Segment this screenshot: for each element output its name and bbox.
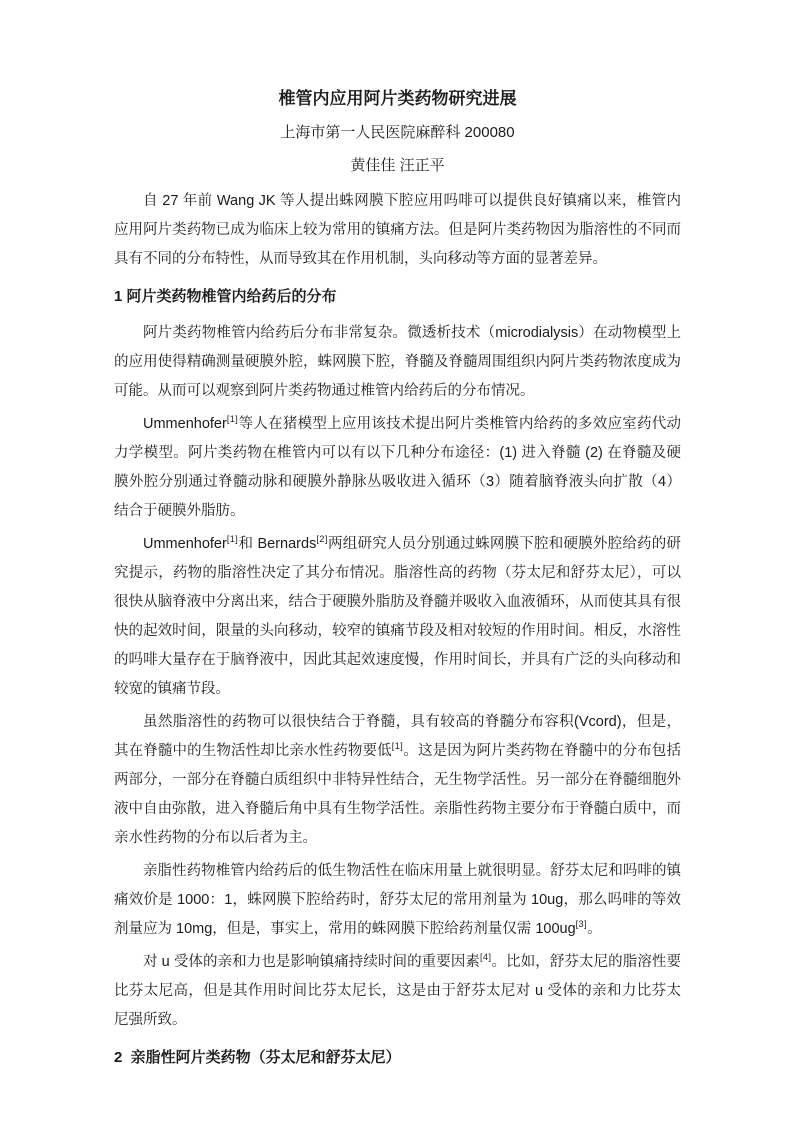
section-heading: 1 阿片类药物椎管内给药后的分布 <box>114 288 337 305</box>
section-heading: 2 亲脂性阿片类药物（芬太尼和舒芬太尼） <box>114 1049 401 1066</box>
citation-superscript: [3] <box>575 919 588 930</box>
text-run: 等人在猪模型上应用该技术提出阿片类椎管内给药的多效应室药代动力学模型。阿片类药物在椎管内可以有以下几种分布途径：(1) 进入脊髓 (2) 在脊髓及硬膜外腔分别通过脊髓动脉和硬膜外静脉丛吸收进入循环（3）随着脑脊液头向扩散（4）结合于硬膜外脂肪。 <box>114 416 681 519</box>
text-run: 两组研究人员分别通过蛛网膜下腔和硬膜外腔给药的研究提示，药物的脂溶性决定了其分布情况。脂溶性高的药物（芬太尼和舒芬太尼），可以很快从脑脊液中分离出来，结合于硬膜外脂肪及脊髓并吸收入血液循环，从而使其具有很快的起效时间，限量的头向移动，较窄的镇痛节段及相对较短的作用时间。相反，水溶性的吗啡大量存在于脑脊液中，因此其起效速度慢，作用时间长，并具有广泛的头向移动和较宽的镇痛节段。 <box>114 536 681 697</box>
citation-superscript: [1] <box>391 741 404 752</box>
text-run: 自 27 年前 Wang JK 等人提出蛛网膜下腔应用吗啡可以提供良好镇痛以来，椎管内应用阿片类药物已成为临床上较为常用的镇痛方法。但是阿片类药物因为脂溶性的不同而具有不同的分布特性，从而导致其在作用机制，头向移动等方面的显著差异。 <box>114 193 681 267</box>
paragraph <box>114 187 681 274</box>
text-run: 对 u 受体的亲和力也是影响镇痛持续时间的重要因素 <box>143 954 480 970</box>
text-run: 。 <box>587 921 602 937</box>
paragraph <box>114 948 681 1035</box>
document-title: 椎管内应用阿片类药物研究进展 <box>278 89 517 108</box>
text-run: 和 Bernards <box>238 536 317 552</box>
citation-superscript: [1] <box>226 534 239 545</box>
paragraph <box>114 319 681 406</box>
text-run: 亲脂性药物椎管内给药后的低生物活性在临床用量上就很明显。舒芬太尼和吗啡的镇痛效价是 1000：1，蛛网膜下腔给药时，舒芬太尼的常用剂量为 10ug，那么吗啡的等效剂量应为 10mg，但是，事实上，常用的蛛网膜下腔给药剂量仅需 100ug <box>114 863 681 937</box>
paragraph <box>114 530 681 704</box>
authors-line: 黄佳佳 汪正平 <box>350 157 445 174</box>
affiliation-line: 上海市第一人民医院麻醉科 200080 <box>280 124 515 141</box>
document-body <box>114 187 681 1072</box>
text-run: Ummenhofer <box>143 536 227 552</box>
text-run: 。这是因为阿片类药物在脊髓中的分布包括两部分，一部分在脊髓白质组织中非特异性结合，无生物学活性。另一部分在脊髓细胞外液中自由弥散，进入脊髓后角中具有生物学活性。亲脂性药物主要分布于脊髓白质中，而亲水性药物的分布以后者为主。 <box>114 743 681 846</box>
citation-superscript: [1] <box>226 414 239 425</box>
text-run: 。比如，舒芬太尼的脂溶性要比芬太尼高，但是其作用时间比芬太尼长，这是由于舒芬太尼对 u 受体的亲和力比芬太尼强所致。 <box>114 954 681 1028</box>
citation-superscript: [4] <box>479 952 492 963</box>
paragraph <box>114 708 681 853</box>
paragraph <box>114 857 681 944</box>
text-run: 阿片类药物椎管内给药后分布非常复杂。微透析技术（microdialysis）在动物模型上的应用使得精确测量硬膜外腔，蛛网膜下腔，脊髓及脊髓周围组织内阿片类药物浓度成为可能。从而可以观察到阿片类药物通过椎管内给药后的分布情况。 <box>114 325 681 399</box>
text-run: 虽然脂溶性的药物可以很快结合于脊髓，具有较高的脊髓分布容积(Vcord)，但是，其在脊髓中的生物活性却比亲水性药物要低 <box>114 714 681 759</box>
citation-superscript: [2] <box>316 534 328 545</box>
paragraph <box>114 410 681 526</box>
text-run: Ummenhofer <box>143 416 227 432</box>
